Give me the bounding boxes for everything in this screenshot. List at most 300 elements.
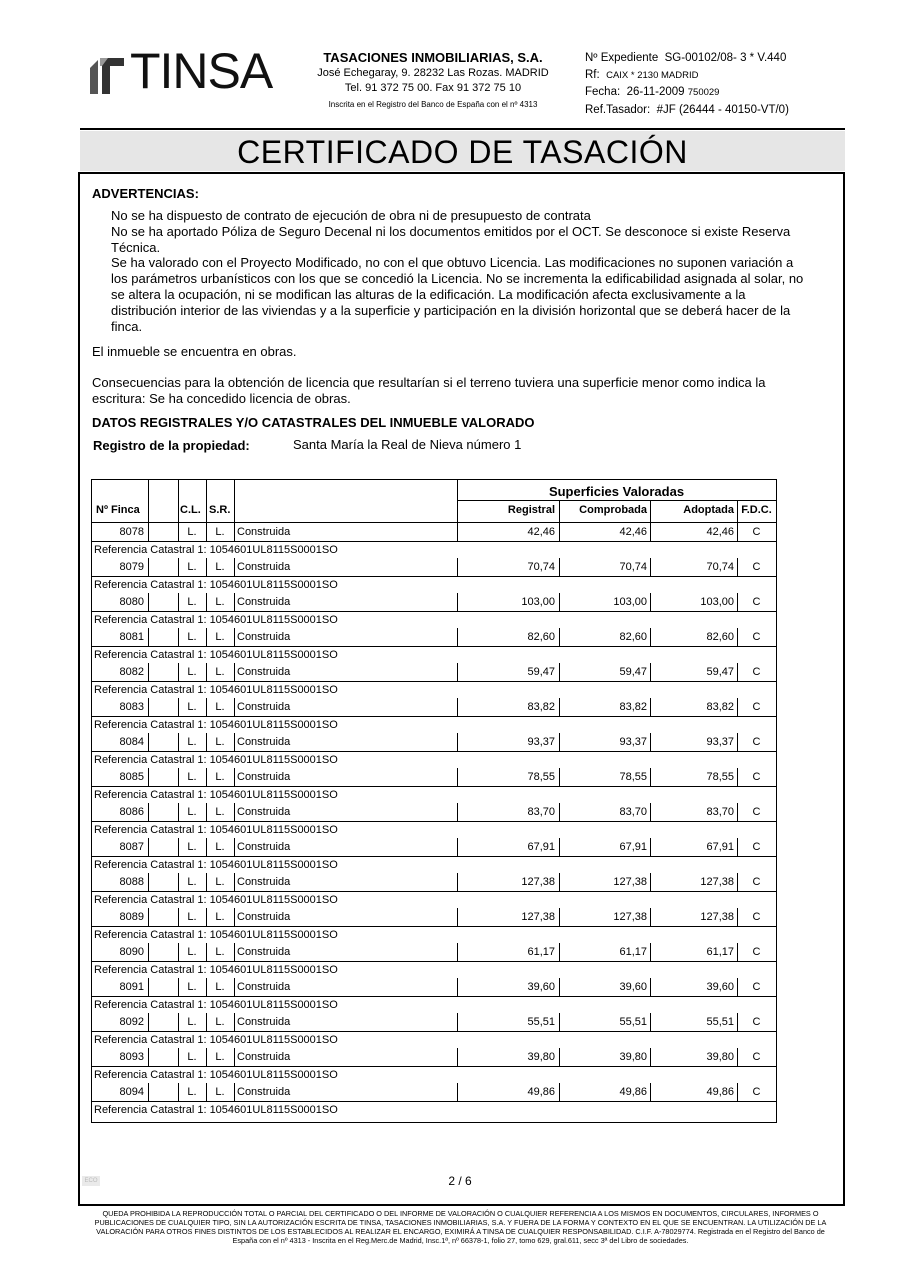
catastral-label: Referencia Catastral 1: [94, 859, 207, 871]
row-cl: L. [187, 771, 197, 783]
row-col-rule [148, 908, 149, 926]
row-adoptada: 93,37 [706, 736, 734, 748]
row-adoptada: 83,82 [706, 701, 734, 713]
catastral-value: 1054601UL8115S0001SO [209, 964, 338, 976]
row-col-rule [559, 698, 560, 716]
row-catastral-ref [94, 928, 338, 943]
header-col-rule [234, 500, 235, 522]
row-comprobada: 49,86 [619, 1086, 647, 1098]
row-estado: Construida [237, 1086, 291, 1098]
row-col-rule [737, 1048, 738, 1066]
row-cl: L. [187, 1051, 197, 1063]
row-catastral-ref [94, 648, 338, 663]
row-col-rule [178, 1083, 179, 1101]
row-finca: 8088 [119, 876, 144, 888]
row-col-rule [650, 978, 651, 996]
row-estado: Construida [237, 806, 291, 818]
header-col-rule [206, 480, 207, 500]
row-col-rule [178, 943, 179, 961]
row-col-rule [457, 873, 458, 891]
row-adoptada: 103,00 [700, 596, 734, 608]
row-adoptada: 67,91 [706, 841, 734, 853]
row-col-rule [559, 733, 560, 751]
header-col-rule [234, 480, 235, 500]
row-sr: L. [215, 946, 225, 958]
row-col-rule [234, 558, 235, 576]
row-col-rule [206, 943, 207, 961]
row-adoptada: 70,74 [706, 561, 734, 573]
row-sr: L. [215, 841, 225, 853]
row-col-rule [457, 908, 458, 926]
row-rule [92, 751, 776, 752]
row-finca: 8091 [119, 981, 144, 993]
row-rule [92, 576, 776, 577]
row-sr: L. [215, 596, 225, 608]
catastral-label: Referencia Catastral 1: [94, 579, 207, 591]
advertencias-list [111, 208, 811, 334]
row-col-rule [148, 733, 149, 751]
row-fdc: C [752, 701, 761, 713]
header-col-rule [206, 500, 207, 522]
row-catastral-ref [94, 858, 338, 873]
row-col-rule [559, 1013, 560, 1031]
row-col-rule [737, 1013, 738, 1031]
col-header-comprobada: Comprobada [579, 504, 647, 516]
ref-tasador-value: #JF (26444 - 40150-VT/0) [656, 103, 789, 116]
row-cl: L. [187, 631, 197, 643]
header-col-rule [148, 480, 149, 500]
row-catastral-ref [94, 893, 338, 908]
catastral-label: Referencia Catastral 1: [94, 894, 207, 906]
row-comprobada: 127,38 [613, 911, 647, 923]
header-divider [80, 128, 845, 130]
row-col-rule [234, 803, 235, 821]
row-col-rule [737, 838, 738, 856]
row-adoptada: 49,86 [706, 1086, 734, 1098]
row-col-rule [737, 523, 738, 541]
row-col-rule [650, 943, 651, 961]
row-finca: 8079 [119, 561, 144, 573]
row-col-rule [234, 908, 235, 926]
row-col-rule [148, 978, 149, 996]
row-col-rule [737, 628, 738, 646]
row-fdc: C [752, 1016, 761, 1028]
catastral-label: Referencia Catastral 1: [94, 789, 207, 801]
row-registral: 127,38 [521, 911, 555, 923]
row-adoptada: 61,17 [706, 946, 734, 958]
catastral-value: 1054601UL8115S0001SO [209, 544, 338, 556]
row-comprobada: 83,82 [619, 701, 647, 713]
row-rule [92, 1031, 776, 1032]
row-catastral-ref [94, 998, 338, 1013]
row-adoptada: 59,47 [706, 666, 734, 678]
row-sr: L. [215, 736, 225, 748]
row-col-rule [234, 663, 235, 681]
row-col-rule [457, 1013, 458, 1031]
row-finca: 8081 [119, 631, 144, 643]
row-registral: 55,51 [527, 1016, 555, 1028]
fincas-table [91, 479, 777, 1123]
row-col-rule [234, 768, 235, 786]
row-col-rule [457, 593, 458, 611]
catastral-value: 1054601UL8115S0001SO [209, 929, 338, 941]
catastral-value: 1054601UL8115S0001SO [209, 1104, 338, 1116]
catastral-value: 1054601UL8115S0001SO [209, 1069, 338, 1081]
row-rule [92, 1066, 776, 1067]
row-col-rule [206, 523, 207, 541]
row-col-rule [559, 1048, 560, 1066]
row-col-rule [234, 523, 235, 541]
tinsa-logo-icon [88, 54, 126, 94]
catastral-value: 1054601UL8115S0001SO [209, 614, 338, 626]
row-sr: L. [215, 526, 225, 538]
header-col-rule [650, 500, 651, 522]
row-col-rule [178, 558, 179, 576]
catastral-value: 1054601UL8115S0001SO [209, 824, 338, 836]
row-sr: L. [215, 701, 225, 713]
row-col-rule [206, 558, 207, 576]
row-col-rule [206, 978, 207, 996]
ref-tasador-line [585, 102, 789, 119]
catastral-value: 1054601UL8115S0001SO [209, 999, 338, 1011]
row-estado: Construida [237, 771, 291, 783]
row-estado: Construida [237, 911, 291, 923]
row-estado: Construida [237, 736, 291, 748]
catastral-value: 1054601UL8115S0001SO [209, 579, 338, 591]
row-col-rule [650, 558, 651, 576]
row-comprobada: 67,91 [619, 841, 647, 853]
row-sr: L. [215, 911, 225, 923]
advertencia-item: No se ha aportado Póliza de Seguro Decenal ni los documentos emitidos por el OCT. Se desconoce si existe Reserva Técnica. [111, 223, 791, 255]
row-estado: Construida [237, 701, 291, 713]
row-col-rule [650, 733, 651, 751]
row-col-rule [737, 768, 738, 786]
catastral-label: Referencia Catastral 1: [94, 1069, 207, 1081]
row-registral: 103,00 [521, 596, 555, 608]
catastral-label: Referencia Catastral 1: [94, 824, 207, 836]
row-col-rule [559, 523, 560, 541]
row-col-rule [457, 838, 458, 856]
row-cl: L. [187, 841, 197, 853]
row-comprobada: 78,55 [619, 771, 647, 783]
row-cl: L. [187, 806, 197, 818]
row-col-rule [206, 628, 207, 646]
row-col-rule [457, 803, 458, 821]
datos-registrales-heading: DATOS REGISTRALES Y/O CATASTRALES DEL INMUEBLE VALORADO [92, 415, 535, 430]
row-catastral-ref [94, 753, 338, 768]
row-col-rule [206, 1048, 207, 1066]
file-metadata [585, 50, 789, 118]
catastral-value: 1054601UL8115S0001SO [209, 719, 338, 731]
row-registral: 93,37 [527, 736, 555, 748]
catastral-label: Referencia Catastral 1: [94, 929, 207, 941]
row-col-rule [650, 1013, 651, 1031]
row-col-rule [737, 1083, 738, 1101]
row-cl: L. [187, 876, 197, 888]
row-col-rule [737, 663, 738, 681]
row-finca: 8085 [119, 771, 144, 783]
expediente-value: SG-00102/08- 3 * V.440 [664, 52, 787, 64]
row-col-rule [178, 1048, 179, 1066]
fecha-code: 750029 [687, 87, 720, 98]
row-col-rule [559, 978, 560, 996]
row-estado: Construida [237, 561, 291, 573]
row-col-rule [559, 908, 560, 926]
row-col-rule [206, 1083, 207, 1101]
row-fdc: C [752, 1051, 761, 1063]
row-rule [92, 541, 776, 542]
row-col-rule [650, 663, 651, 681]
row-col-rule [457, 1048, 458, 1066]
row-fdc: C [752, 806, 761, 818]
row-col-rule [559, 803, 560, 821]
row-col-rule [737, 593, 738, 611]
catastral-value: 1054601UL8115S0001SO [209, 754, 338, 766]
row-col-rule [148, 558, 149, 576]
row-rule [92, 681, 776, 682]
row-adoptada: 127,38 [700, 876, 734, 888]
row-adoptada: 39,80 [706, 1051, 734, 1063]
row-col-rule [457, 663, 458, 681]
row-registral: 83,82 [527, 701, 555, 713]
row-col-rule [148, 803, 149, 821]
row-col-rule [148, 593, 149, 611]
row-col-rule [650, 523, 651, 541]
row-sr: L. [215, 631, 225, 643]
row-rule [92, 961, 776, 962]
row-finca: 8078 [119, 526, 144, 538]
row-col-rule [178, 628, 179, 646]
row-col-rule [206, 733, 207, 751]
row-finca: 8080 [119, 596, 144, 608]
row-col-rule [737, 873, 738, 891]
row-col-rule [206, 1013, 207, 1031]
row-comprobada: 55,51 [619, 1016, 647, 1028]
row-estado: Construida [237, 841, 291, 853]
row-col-rule [737, 698, 738, 716]
row-registral: 42,46 [527, 526, 555, 538]
row-cl: L. [187, 701, 197, 713]
advertencia-item: Se ha valorado con el Proyecto Modificado, no con el que obtuvo Licencia. Las modificaciones no suponen variación a los parámetros urbanísticos con los que se concedió la Licencia. No se incrementa la edificabilidad asignada al solar, no se altera la ocupación, ni se modifican las alturas de la edificación. La modificación afecta exclusivamente a la distribución interior de las viviendas y a la superficie y participación en la división horizontal que se deberá hacer de la finca. [111, 255, 804, 334]
row-finca: 8083 [119, 701, 144, 713]
row-adoptada: 82,60 [706, 631, 734, 643]
row-col-rule [457, 523, 458, 541]
rf-label: Rf: [585, 68, 600, 81]
consecuencias-note: Consecuencias para la obtención de licencia que resultarían si el terreno tuviera una superficie menor como indica la escritura: Se ha concedido licencia de obras. [92, 375, 766, 406]
company-phone: Tel. 91 372 75 00. Fax 91 372 75 10 [344, 82, 522, 94]
row-estado: Construida [237, 596, 291, 608]
row-comprobada: 42,46 [619, 526, 647, 538]
row-col-rule [178, 733, 179, 751]
row-registral: 39,80 [527, 1051, 555, 1063]
row-col-rule [206, 593, 207, 611]
col-header-fdc: F.D.C. [741, 504, 772, 516]
row-catastral-ref [94, 718, 338, 733]
header-col-rule [178, 500, 179, 522]
row-adoptada: 127,38 [700, 911, 734, 923]
catastral-value: 1054601UL8115S0001SO [209, 1034, 338, 1046]
row-col-rule [234, 1013, 235, 1031]
row-col-rule [148, 523, 149, 541]
registro-value: Santa María la Real de Nieva número 1 [293, 437, 522, 452]
row-fdc: C [752, 666, 761, 678]
col-header-sr: S.R. [209, 504, 231, 516]
row-rule [92, 786, 776, 787]
row-cl: L. [187, 1086, 197, 1098]
row-registral: 82,60 [527, 631, 555, 643]
row-col-rule [650, 838, 651, 856]
row-cl: L. [187, 666, 197, 678]
row-col-rule [148, 838, 149, 856]
row-estado: Construida [237, 876, 291, 888]
obras-note: El inmueble se encuentra en obras. [92, 344, 297, 359]
row-col-rule [457, 558, 458, 576]
row-catastral-ref [94, 613, 338, 628]
row-rule [92, 996, 776, 997]
group-header-rule [457, 500, 776, 501]
row-col-rule [148, 943, 149, 961]
row-sr: L. [215, 806, 225, 818]
row-catastral-ref [94, 683, 338, 698]
header-col-rule [737, 500, 738, 522]
catastral-label: Referencia Catastral 1: [94, 719, 207, 731]
row-comprobada: 59,47 [619, 666, 647, 678]
page-title: CERTIFICADO DE TASACIÓN [80, 131, 845, 171]
fecha-value: 26-11-2009 [626, 86, 685, 98]
row-rule [92, 926, 776, 927]
catastral-label: Referencia Catastral 1: [94, 684, 207, 696]
catastral-label: Referencia Catastral 1: [94, 999, 207, 1011]
row-col-rule [178, 593, 179, 611]
row-sr: L. [215, 876, 225, 888]
row-col-rule [650, 908, 651, 926]
row-col-rule [650, 628, 651, 646]
row-col-rule [234, 698, 235, 716]
row-catastral-ref [94, 1103, 338, 1118]
row-col-rule [234, 838, 235, 856]
advertencias-heading: ADVERTENCIAS: [92, 186, 199, 201]
row-rule [92, 611, 776, 612]
row-col-rule [148, 698, 149, 716]
row-estado: Construida [237, 946, 291, 958]
row-fdc: C [752, 596, 761, 608]
legal-footer: QUEDA PROHIBIDA LA REPRODUCCIÓN TOTAL O PARCIAL DEL CERTIFICADO O DEL INFORME DE VALORACIÓN O CUALQUIER REFERENCIA A LOS MISMOS EN DOCUMENTOS, CIRCULARES, INFORMES O PUBLICACIONES DE CUALQUIER TIPO, SIN LA AUTORIZACIÓN ESCRITA DE TINSA, TASACIONES INMOBILIARIAS, S.A. Y FUERA DE LA FORMA Y CONTEXTO EN EL QUE SE ENCUENTRAN. LA UTILIZACIÓN DE LA VALORACIÓN PARA OTROS FINES DISTINTOS DE LOS ESTABLECIDOS AL REALIZAR EL ENCARGO, EXIMIRÁ A TINSA DE CUALQUIER RESPONSABILIDAD. C.I.F. A-78029774. Registrada en el Registro del Banco de España con el nº 4313 - Inscrita en el Reg.Merc.de Madrid, Insc.1ª, nº 66378-1, folio 27, tomo 629, gral.611, secc 3ª del Libro de sociedades. [94, 1209, 827, 1245]
row-estado: Construida [237, 1051, 291, 1063]
row-fdc: C [752, 736, 761, 748]
col-header-adoptada: Adoptada [683, 504, 734, 516]
row-adoptada: 39,60 [706, 981, 734, 993]
row-cl: L. [187, 736, 197, 748]
catastral-value: 1054601UL8115S0001SO [209, 859, 338, 871]
catastral-label: Referencia Catastral 1: [94, 1034, 207, 1046]
row-fdc: C [752, 631, 761, 643]
row-registral: 61,17 [527, 946, 555, 958]
row-estado: Construida [237, 666, 291, 678]
row-col-rule [178, 803, 179, 821]
row-col-rule [234, 593, 235, 611]
row-catastral-ref [94, 1033, 338, 1048]
row-cl: L. [187, 911, 197, 923]
row-col-rule [457, 1083, 458, 1101]
ref-tasador-label: Ref.Tasador: [585, 103, 651, 116]
row-estado: Construida [237, 526, 291, 538]
row-adoptada: 55,51 [706, 1016, 734, 1028]
row-sr: L. [215, 1051, 225, 1063]
row-col-rule [206, 908, 207, 926]
row-finca: 8094 [119, 1086, 144, 1098]
row-col-rule [737, 558, 738, 576]
row-col-rule [457, 978, 458, 996]
row-comprobada: 103,00 [613, 596, 647, 608]
row-col-rule [178, 908, 179, 926]
row-catastral-ref [94, 963, 338, 978]
row-fdc: C [752, 876, 761, 888]
fecha-line [585, 84, 789, 102]
row-fdc: C [752, 526, 761, 538]
row-fdc: C [752, 561, 761, 573]
row-col-rule [737, 908, 738, 926]
catastral-value: 1054601UL8115S0001SO [209, 789, 338, 801]
row-col-rule [148, 1048, 149, 1066]
company-registry: Inscrita en el Registro del Banco de España con el nº 4313 [328, 100, 538, 109]
row-sr: L. [215, 561, 225, 573]
row-registral: 39,60 [527, 981, 555, 993]
catastral-value: 1054601UL8115S0001SO [209, 894, 338, 906]
row-col-rule [206, 803, 207, 821]
row-col-rule [457, 698, 458, 716]
row-fdc: C [752, 946, 761, 958]
row-rule [92, 856, 776, 857]
catastral-label: Referencia Catastral 1: [94, 649, 207, 661]
row-col-rule [234, 873, 235, 891]
row-col-rule [650, 1083, 651, 1101]
catastral-label: Referencia Catastral 1: [94, 754, 207, 766]
row-col-rule [178, 663, 179, 681]
header-col-rule [559, 500, 560, 522]
row-catastral-ref [94, 543, 338, 558]
fecha-label: Fecha: [585, 86, 621, 98]
row-col-rule [234, 733, 235, 751]
row-col-rule [650, 593, 651, 611]
row-rule [92, 1101, 776, 1102]
company-name: TASACIONES INMOBILIARIAS, S.A. [323, 50, 543, 65]
row-col-rule [178, 978, 179, 996]
eco-stamp-icon: ECO [82, 1176, 100, 1186]
row-col-rule [234, 628, 235, 646]
row-registral: 127,38 [521, 876, 555, 888]
row-col-rule [737, 943, 738, 961]
row-sr: L. [215, 771, 225, 783]
row-col-rule [737, 978, 738, 996]
row-col-rule [457, 628, 458, 646]
expediente-label: Nº Expediente [585, 52, 659, 64]
row-catastral-ref [94, 578, 338, 593]
row-sr: L. [215, 1016, 225, 1028]
row-sr: L. [215, 1086, 225, 1098]
catastral-label: Referencia Catastral 1: [94, 1104, 207, 1116]
row-col-rule [206, 663, 207, 681]
row-comprobada: 39,80 [619, 1051, 647, 1063]
row-estado: Construida [237, 981, 291, 993]
row-col-rule [559, 838, 560, 856]
row-cl: L. [187, 981, 197, 993]
row-col-rule [650, 803, 651, 821]
row-col-rule [148, 873, 149, 891]
row-col-rule [178, 838, 179, 856]
group-header: Superficies Valoradas [548, 484, 685, 499]
row-comprobada: 39,60 [619, 981, 647, 993]
row-finca: 8093 [119, 1051, 144, 1063]
